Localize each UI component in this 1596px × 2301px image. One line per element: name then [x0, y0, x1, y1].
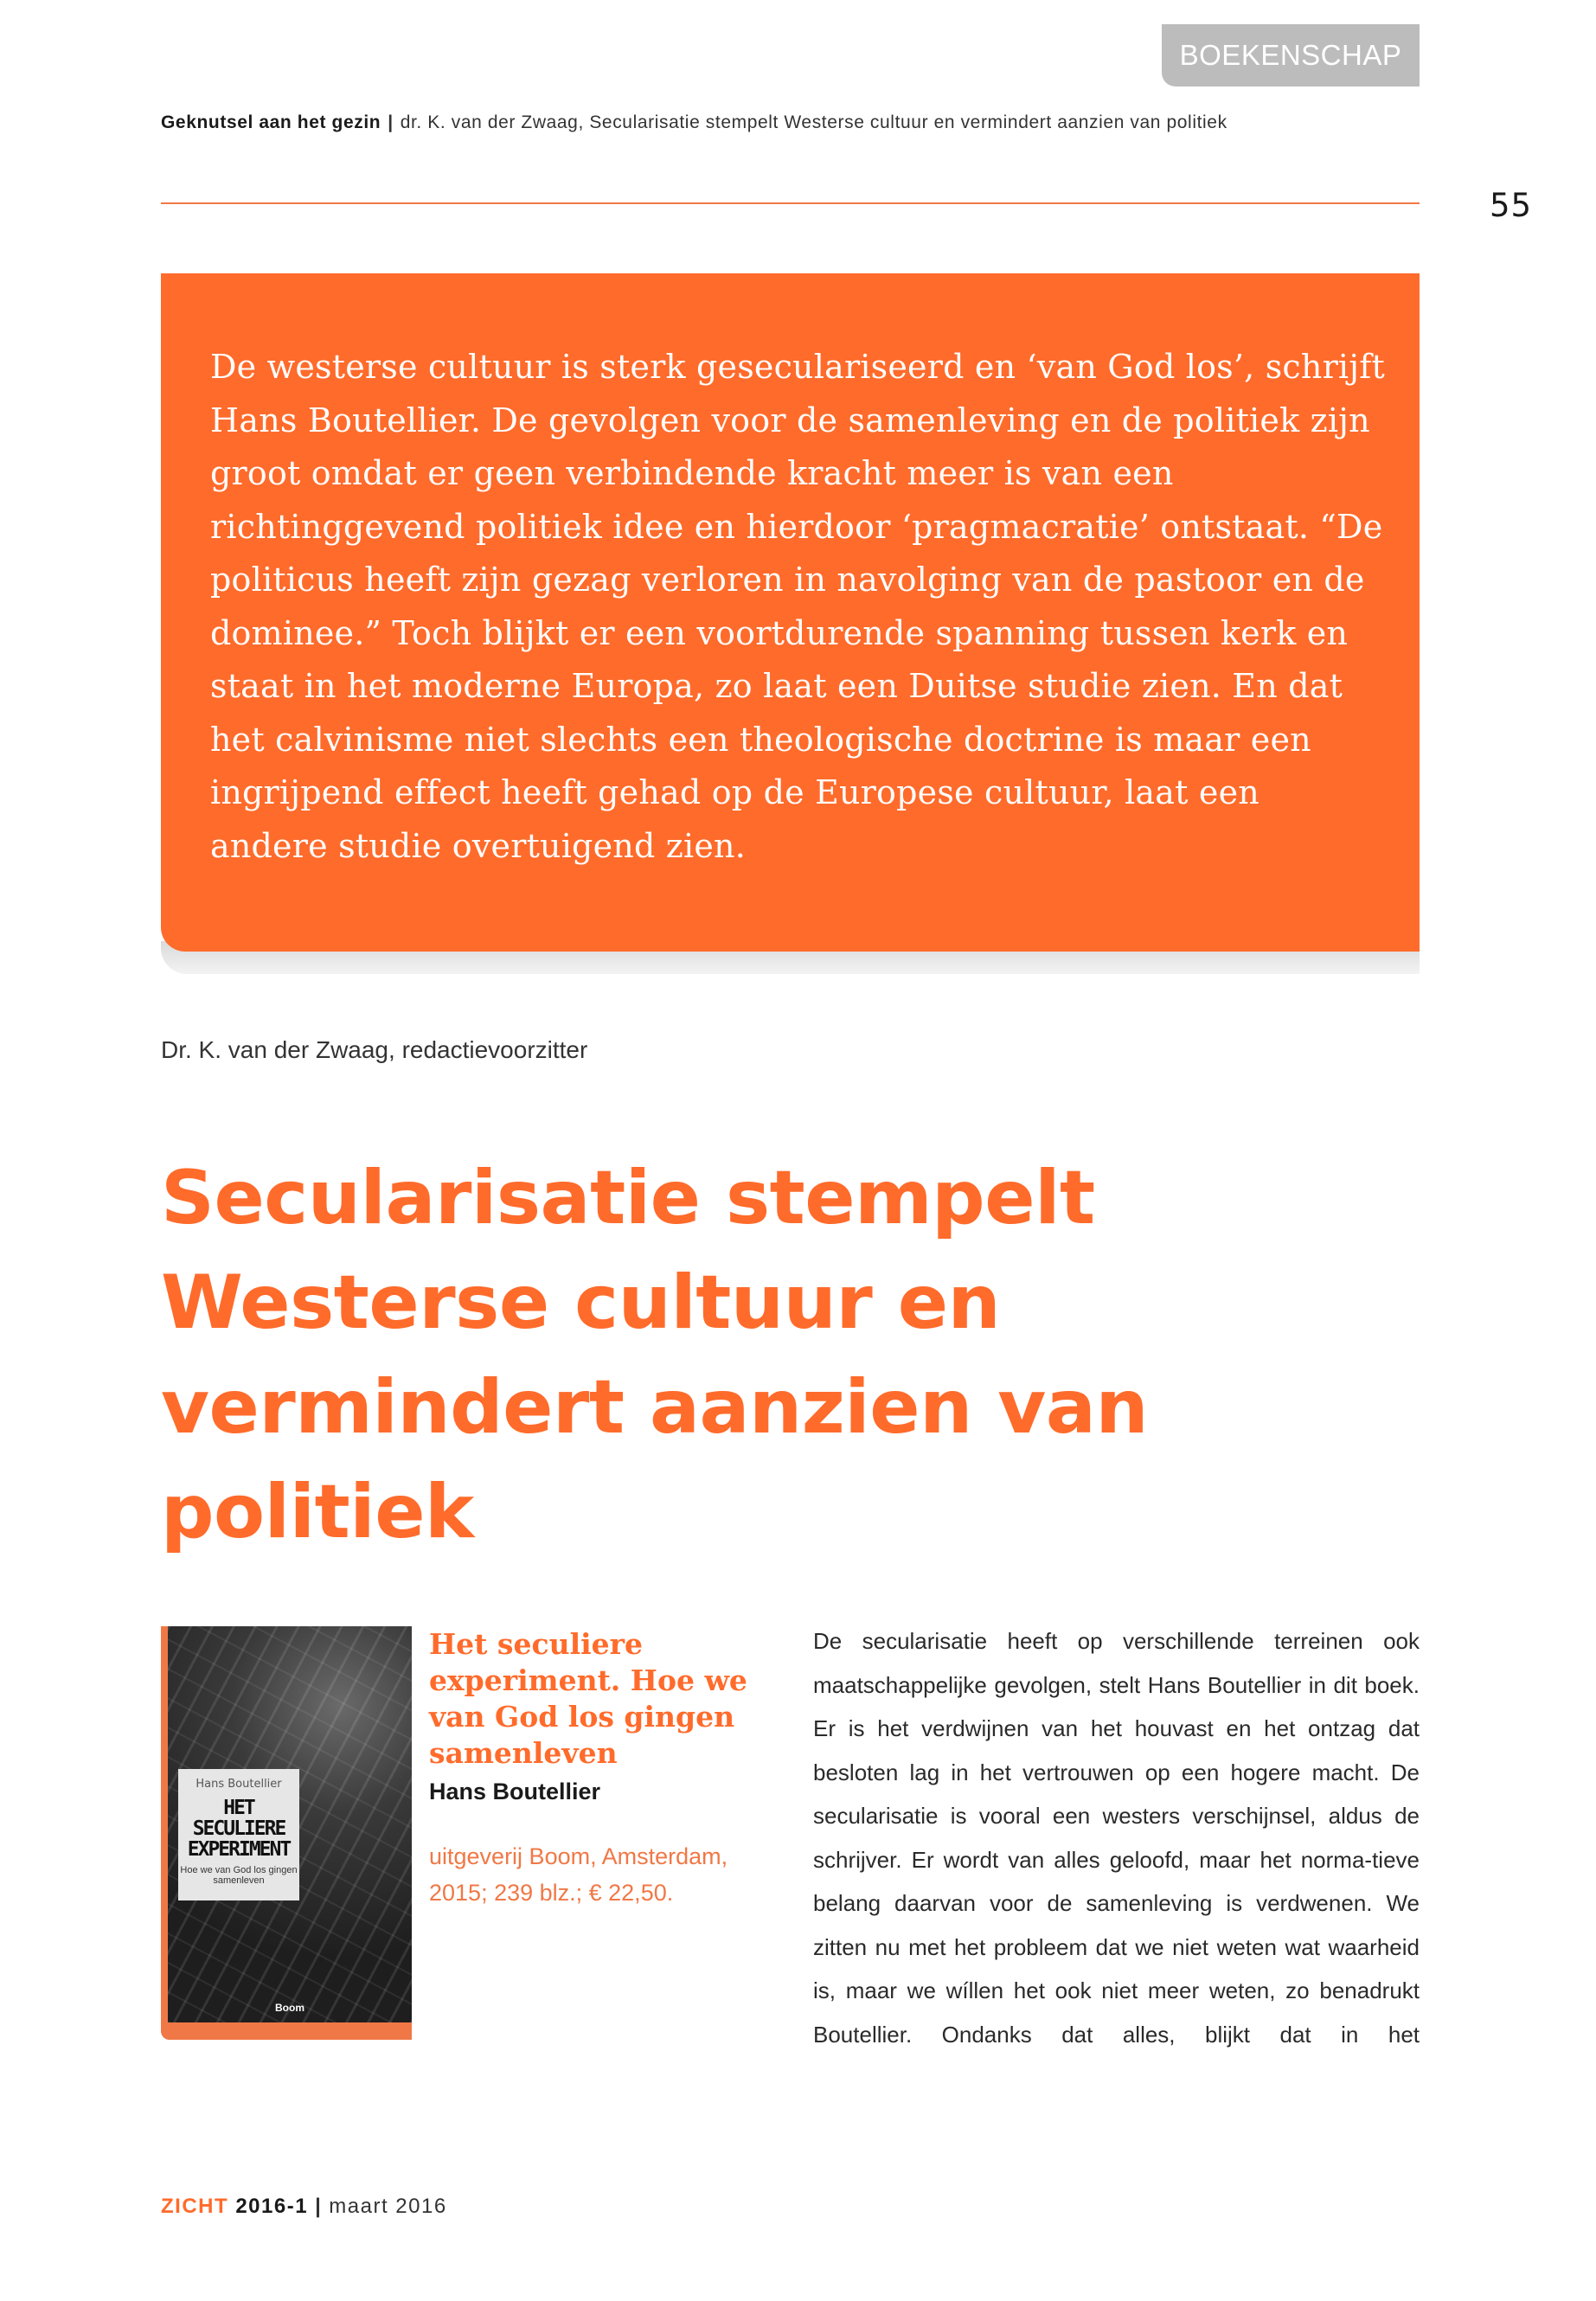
book-publisher: uitgeverij Boom, Amsterdam, 2015; 239 blz.; € 22,50. — [429, 1843, 728, 1906]
footer-date: maart 2016 — [329, 2195, 447, 2218]
running-header-article: dr. K. van der Zwaag, Secularisatie stempelt Westerse cultuur en vermindert aanzien van politiek — [400, 112, 1227, 132]
book-cover-photo — [168, 1626, 412, 2022]
footer — [161, 2195, 447, 2219]
running-header-separator: | — [388, 112, 394, 132]
byline: Dr. K. van der Zwaag, redactievoorzitter — [161, 1036, 588, 1063]
book-info — [429, 1626, 758, 1911]
headline: Secularisatie stempelt Westerse cultuur en vermindert aanzien van politiek — [161, 1155, 1149, 1555]
header-rule — [161, 202, 1420, 204]
page-number: 55 — [1490, 187, 1533, 224]
book-cover — [161, 1626, 412, 2040]
body-text: De secularisatie heeft op verschillende terreinen ook maatschappelijke gevolgen, stelt Hans Boutellier in dit boek. Er is het verdwijnen van het houvast en het ontzag dat besloten lag in het vertrouwen op een hogere macht. De secularisatie is vooral een westers verschijnsel, aldus de schrijver. Er wordt van alles geloofd, maar het norma-tieve belang daarvan voor de samenleving is verdwenen. We zitten nu met het probleem dat we niet weten wat waarheid is, maar we wíllen het ook niet meer weten, zo benadrukt Boutellier. Ondanks dat alles, blijkt dat in het — [813, 1628, 1420, 2048]
running-header-series: Geknutsel aan het gezin — [161, 112, 381, 132]
intro-box — [161, 273, 1420, 952]
book-cover-subtitle: Hoe we van God los gingen samenleven — [180, 1865, 298, 1886]
footer-issue: 2016-1 — [235, 2195, 309, 2218]
footer-magazine: ZICHT — [161, 2195, 229, 2218]
footer-separator: | — [315, 2195, 323, 2218]
book-cover-author: Hans Boutellier — [195, 1778, 282, 1791]
running-header — [161, 112, 1420, 133]
book-cover-label — [178, 1769, 299, 1900]
book-cover-publisher: Boom — [275, 2002, 304, 2014]
intro-text: De westerse cultuur is sterk geseculariseerd en ‘van God los’, schrijft Hans Boutellier. De gevolgen voor de samenleving en de politiek zijn groot omdat er geen verbindende kracht meer is van een richtinggevend politiek idee en hierdoor ‘pragmacratie’ ontstaat. “De politicus heeft zijn gezag verloren in navolging van de pastoor en de dominee.” Toch blijkt er een voortdurende spanning tussen kerk en staat in het moderne Europa, zo laat een Duitse studie zien. En dat het calvinisme niet slechts een theologische doctrine is maar een ingrijpend effect heeft gehad op de Europese cultuur, laat een andere studie overtuigend zien. — [210, 348, 1386, 865]
section-tab: BOEKENSCHAP — [1162, 24, 1420, 87]
book-title: Het seculiere experiment. Hoe we van God los gingen samenleven — [429, 1627, 747, 1770]
book-author: Hans Boutellier — [429, 1779, 601, 1804]
book-cover-title: HET SECULIERE EXPERIMENT — [187, 1797, 291, 1861]
